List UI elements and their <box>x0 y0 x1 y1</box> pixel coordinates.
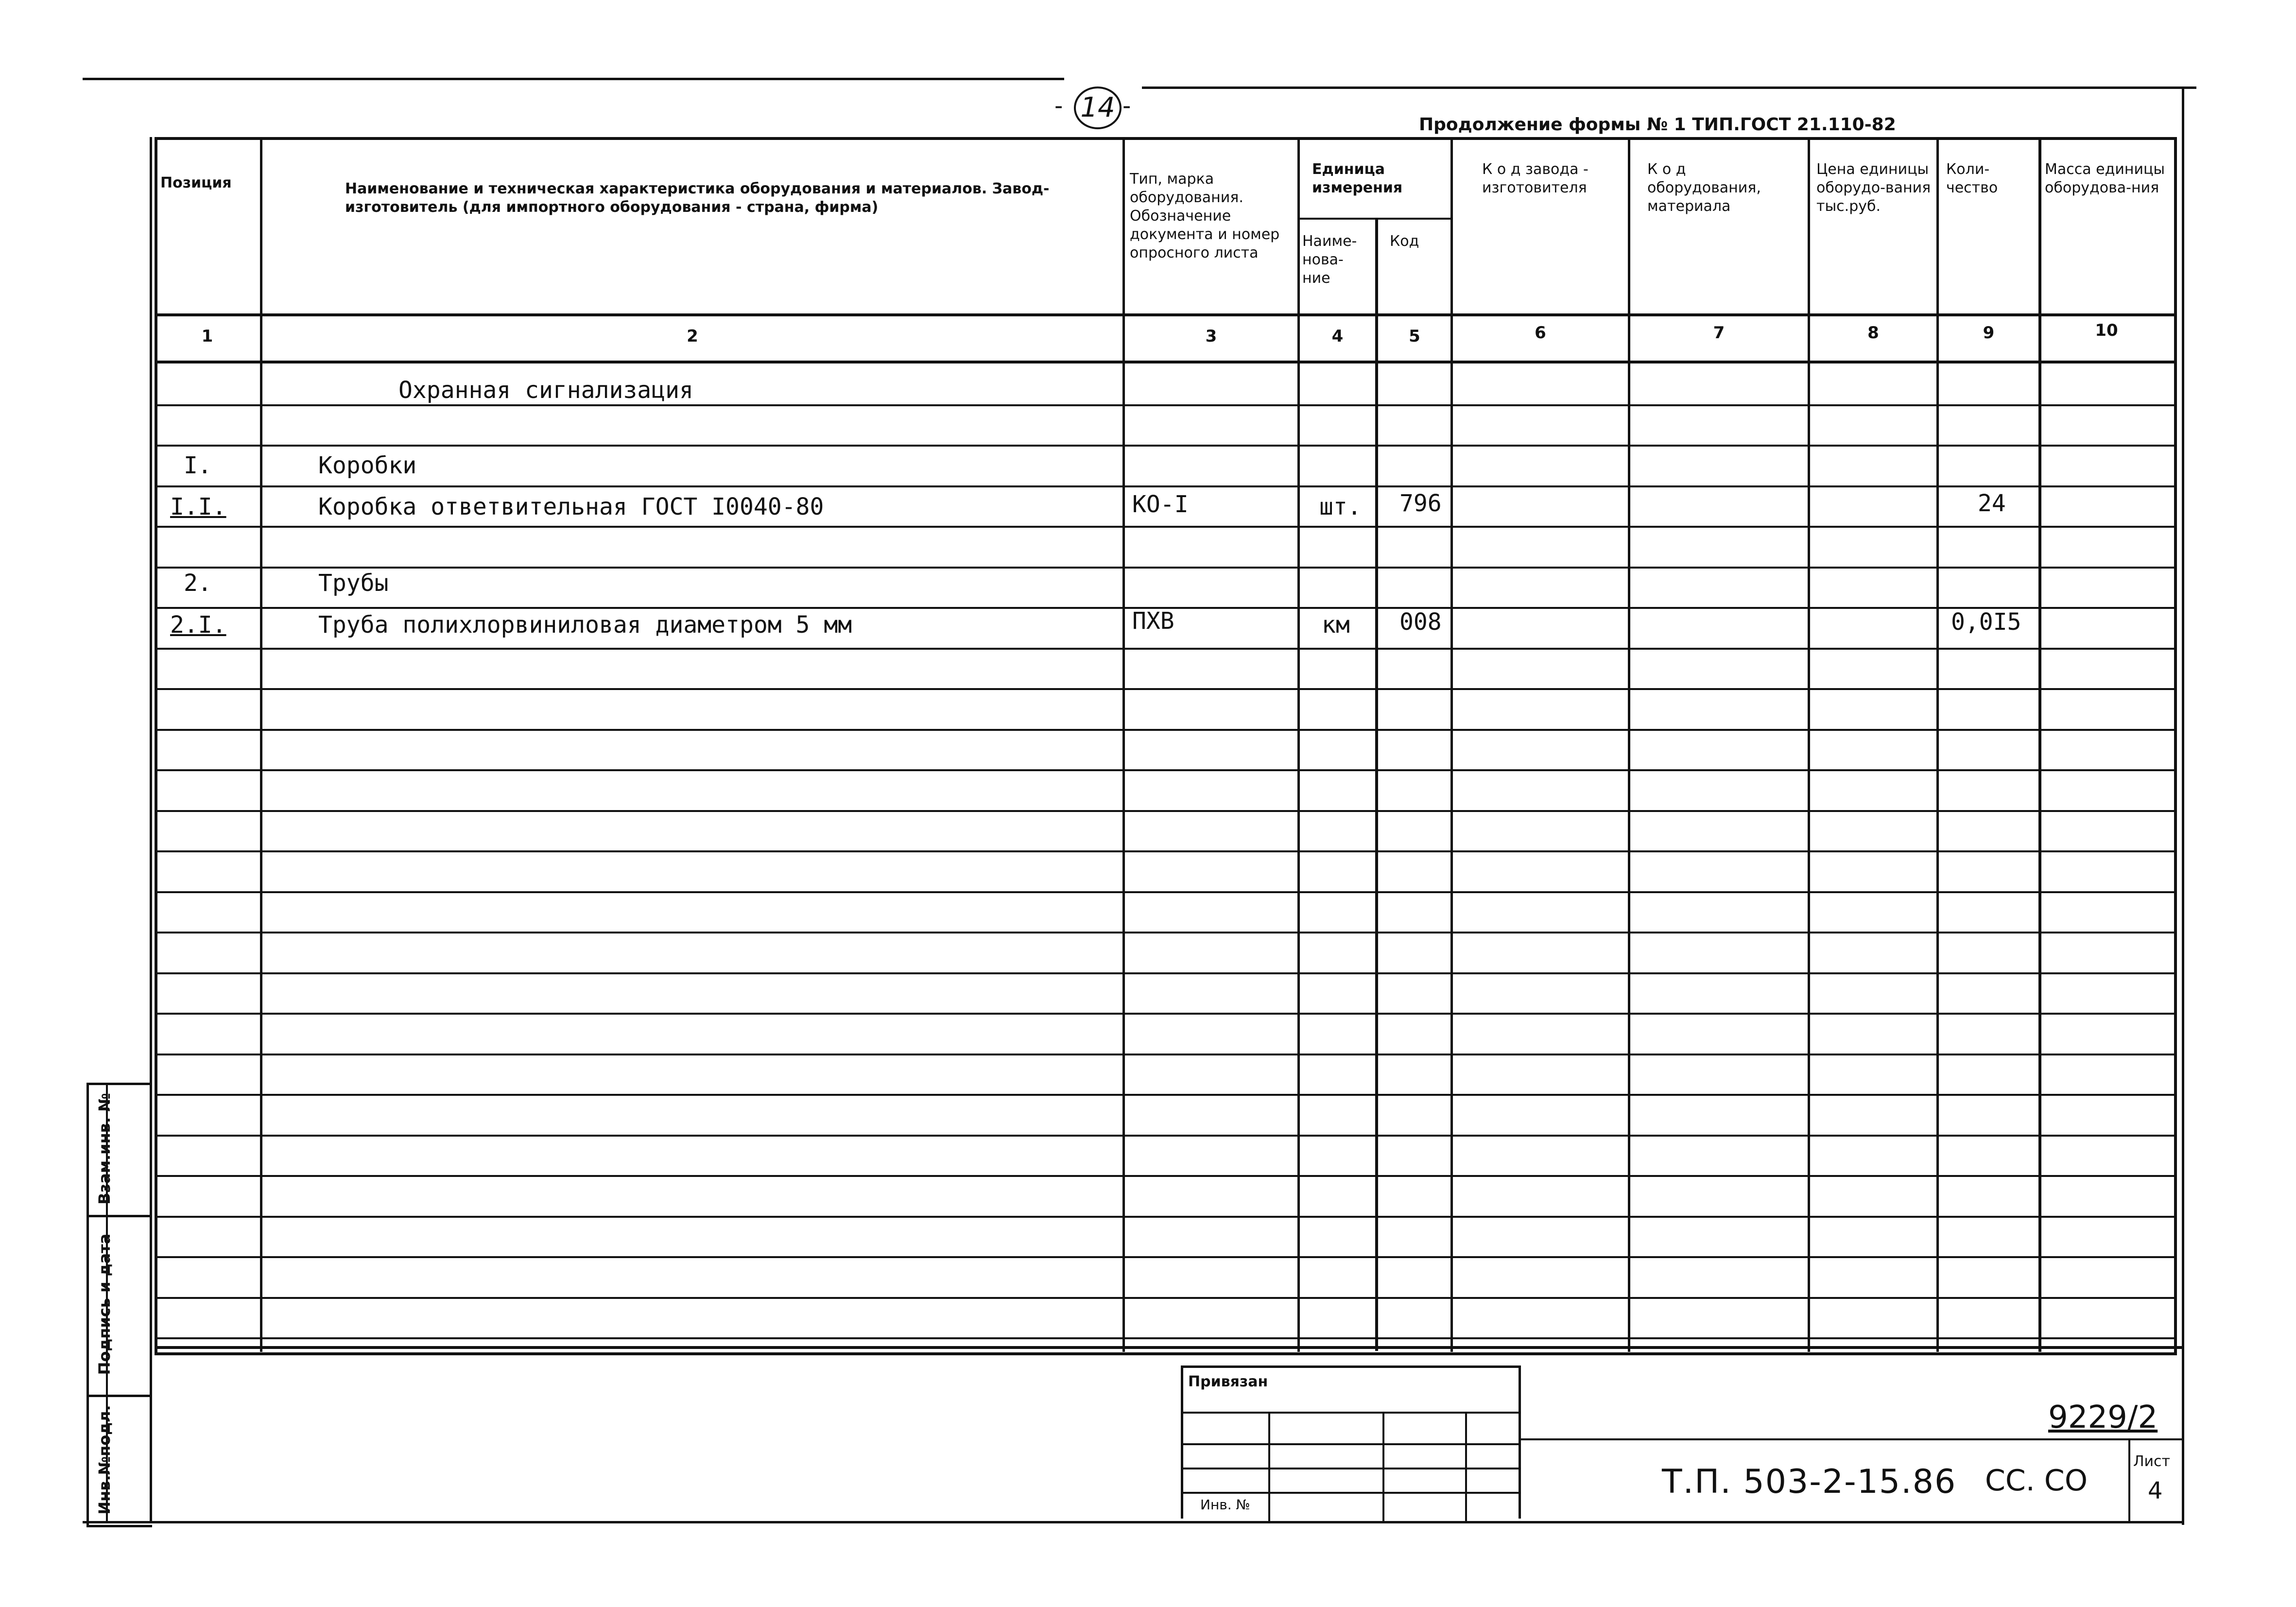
header-unit-code: Код <box>1390 233 1419 250</box>
row-6-unit: км <box>1322 611 1350 639</box>
sheet-label: Лист <box>2133 1453 2171 1470</box>
colnum-2: 2 <box>687 327 698 346</box>
row-6-pos: 2.I. <box>170 611 226 639</box>
row-3-pos: I.I. <box>170 493 226 520</box>
page-number-dash-left: - <box>1054 92 1063 120</box>
row-line <box>155 810 2176 812</box>
row-line <box>155 567 2176 569</box>
colnum-9: 9 <box>1983 323 1995 343</box>
binding-col-1 <box>1268 1412 1270 1521</box>
col-line-8 <box>1936 137 1939 1352</box>
header-position: Позиция <box>160 174 232 191</box>
row-line <box>155 972 2176 974</box>
row-line <box>155 1337 2176 1339</box>
header-quantity: Коли-чество <box>1946 161 1998 196</box>
header-type: Тип, марка оборудования. Обозначение документа и номер опросного листа <box>1130 171 1280 261</box>
row-line <box>155 850 2176 852</box>
sheet-col-line <box>2128 1438 2130 1523</box>
row-line <box>155 1094 2176 1096</box>
header-unit-name: Наиме-нова-ние <box>1302 233 1357 287</box>
row-6-name: Труба полихлорвиниловая диаметром 5 мм <box>318 611 852 639</box>
col-line-3 <box>1297 137 1300 1352</box>
colnum-6: 6 <box>1535 323 1546 343</box>
row-line <box>155 1216 2176 1218</box>
row-line <box>155 891 2176 893</box>
title-divider <box>1519 1438 2182 1440</box>
row-3-type: КО-I <box>1132 491 1189 518</box>
row-line <box>155 404 2176 406</box>
row-line <box>155 445 2176 447</box>
page-number: 14 <box>1080 92 1115 123</box>
binding-col-2 <box>1382 1412 1384 1521</box>
header-bottom-line <box>155 313 2176 316</box>
side-stamp-signature-date: Подпись и дата <box>95 1233 114 1375</box>
col-line-9 <box>2038 137 2041 1352</box>
row-3-qty: 24 <box>1978 490 2006 517</box>
colnum-10: 10 <box>2095 321 2118 340</box>
row-line <box>155 485 2176 487</box>
row-line <box>155 1175 2176 1177</box>
binding-row-4 <box>1181 1492 1519 1494</box>
col-line-1 <box>260 137 262 1352</box>
row-line <box>155 1135 2176 1137</box>
side-stamp-replace-inv: Взам.инв. № <box>95 1093 114 1205</box>
col-line-7 <box>1808 137 1810 1352</box>
form-note: Продолжение формы № 1 ТИП.ГОСТ 21.110-82 <box>1419 115 1896 135</box>
binding-inv-label: Инв. № <box>1200 1497 1250 1513</box>
colnum-5: 5 <box>1409 327 1420 346</box>
side-stamp-inv-original: Инв.№подл. <box>95 1405 114 1515</box>
frame-right-outer <box>2182 86 2184 1525</box>
page-number-badge <box>1074 86 1122 129</box>
binding-col-3 <box>1465 1412 1467 1521</box>
col-line-2 <box>1122 137 1125 1352</box>
row-line <box>155 769 2176 771</box>
row-line <box>155 526 2176 528</box>
side-stamp-divider-2 <box>86 1395 151 1397</box>
doc-code: Т.П. 503-2-15.86 <box>1662 1463 1957 1501</box>
binding-label: Привязан <box>1188 1373 1268 1390</box>
binding-row-3 <box>1181 1468 1519 1469</box>
frame-bottom-outer <box>83 1521 2184 1523</box>
row-line <box>155 648 2176 650</box>
row-6-type: ПХВ <box>1132 607 1174 635</box>
colnum-bottom-line <box>155 361 2176 363</box>
row-line <box>155 688 2176 690</box>
top-rule <box>83 78 1064 80</box>
section-code: СС. СО <box>1985 1464 2088 1498</box>
row-line <box>155 1256 2176 1258</box>
row-5-pos: 2. <box>184 570 212 597</box>
row-line <box>155 1054 2176 1055</box>
colnum-3: 3 <box>1205 327 1217 346</box>
table-body-bottom <box>155 1346 2183 1349</box>
row-line <box>155 932 2176 933</box>
row-3-code: 796 <box>1399 490 1442 517</box>
unit-subheader-line <box>1297 218 1453 220</box>
colnum-8: 8 <box>1867 323 1879 343</box>
colnum-4: 4 <box>1331 327 1344 346</box>
row-line <box>155 729 2176 731</box>
row-0-name: Охранная сигнализация <box>398 377 693 404</box>
colnum-1: 1 <box>201 327 213 346</box>
header-factory-code: К о д завода - изготовителя <box>1482 161 1588 196</box>
sheet-number: 4 <box>2148 1477 2163 1504</box>
row-3-name: Коробка ответвительная ГОСТ I0040-80 <box>318 493 824 520</box>
page-number-dash-right: - <box>1122 92 1131 120</box>
col-line-6 <box>1628 137 1630 1352</box>
side-stamp-divider-1 <box>86 1215 151 1217</box>
table-frame <box>155 137 2177 1355</box>
row-2-name: Коробки <box>318 452 417 479</box>
colnum-7: 7 <box>1713 323 1725 343</box>
row-line <box>155 1297 2176 1299</box>
top-rule-right <box>1142 86 2196 89</box>
binding-row-2 <box>1181 1443 1519 1445</box>
row-3-unit: шт. <box>1319 493 1362 520</box>
header-name: Наименование и техническая характеристика оборудования и материалов. Завод-изготовитель (для импортного оборудования - страна, фирма) <box>345 180 1050 216</box>
binding-row-1 <box>1181 1412 1519 1414</box>
row-5-name: Трубы <box>318 570 389 597</box>
col-line-5 <box>1450 137 1453 1352</box>
row-2-pos: I. <box>184 452 212 479</box>
col-line-4 <box>1375 219 1378 1351</box>
archive-number: 9229/2 <box>2048 1400 2158 1435</box>
row-6-qty: 0,0I5 <box>1951 608 2021 636</box>
header-mass: Масса единицы оборудова-ния <box>2045 161 2165 196</box>
row-line <box>155 1013 2176 1015</box>
row-6-code: 008 <box>1399 608 1442 636</box>
header-unit: Единица измерения <box>1312 161 1403 196</box>
header-equipment-code: К о д оборудования, материала <box>1647 161 1761 215</box>
header-price: Цена единицы оборудо-вания тыс.руб. <box>1816 161 1931 215</box>
